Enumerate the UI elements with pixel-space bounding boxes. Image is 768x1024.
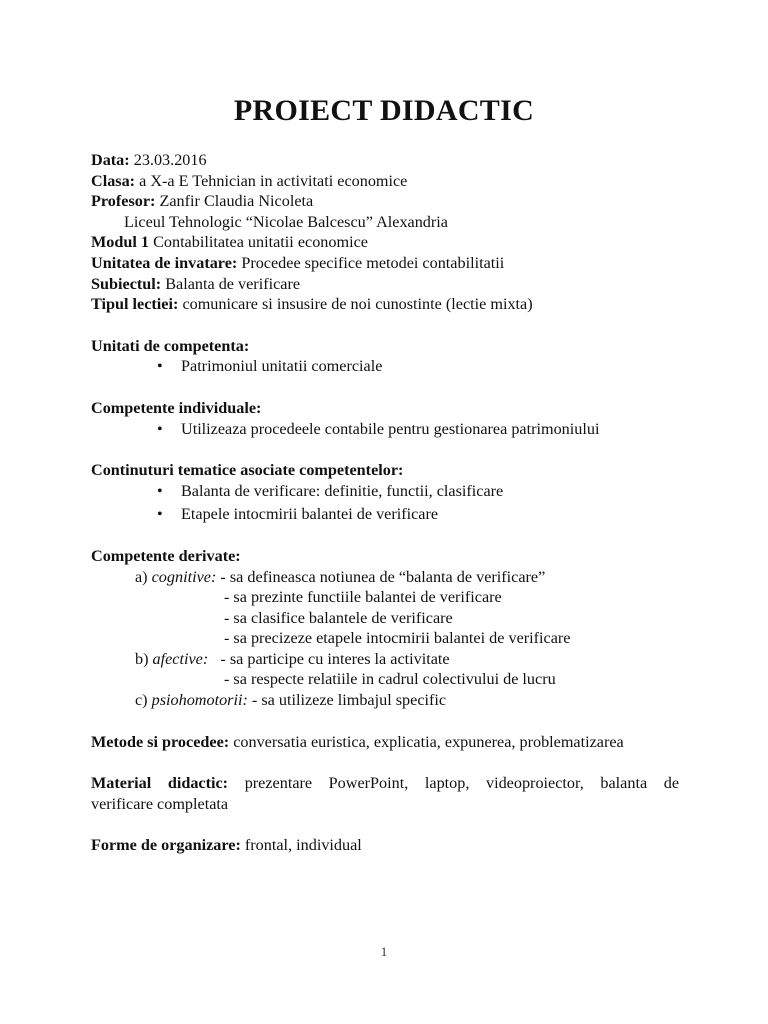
bullet-icon: • bbox=[157, 481, 163, 500]
section-heading-unitati: Unitati de competenta: bbox=[91, 336, 250, 355]
list-item-text: Utilizeaza procedeele contabile pentru gestionarea patrimoniului bbox=[181, 419, 600, 438]
field-data bbox=[91, 150, 679, 171]
field-profesor-label: Profesor: bbox=[91, 192, 156, 211]
field-liceu: Liceul Tehnologic “Nicolae Balcescu” Alexandria bbox=[124, 212, 448, 231]
derived-letter-a: a) bbox=[135, 567, 148, 586]
field-profesor bbox=[91, 191, 679, 212]
field-material-value-2: verificare completata bbox=[91, 794, 229, 813]
field-metode-label: Metode si procedee: bbox=[91, 732, 230, 751]
field-tipul bbox=[91, 294, 679, 315]
field-clasa-label: Clasa: bbox=[91, 171, 136, 190]
field-unitatea-label: Unitatea de invatare: bbox=[91, 253, 238, 272]
field-material-label: Material didactic: bbox=[91, 774, 229, 793]
derived-item-a-2: - sa clasifice balantele de verificare bbox=[224, 608, 453, 627]
derived-item-c-0: - sa utilizeze limbajul specific bbox=[251, 691, 447, 710]
list-item bbox=[91, 356, 679, 377]
field-tipul-label: Tipul lectiei: bbox=[91, 295, 179, 314]
bullet-icon: • bbox=[157, 419, 163, 438]
derived-letter-b: b) bbox=[135, 649, 149, 668]
page-title: PROIECT DIDACTIC bbox=[233, 94, 535, 127]
field-metode bbox=[91, 732, 679, 753]
field-subiectul bbox=[91, 274, 679, 295]
derived-type-b: afective: bbox=[152, 649, 209, 668]
field-modul-value: Contabilitatea unitatii economice bbox=[153, 233, 368, 252]
section-heading-competente-derivate: Competente derivate: bbox=[91, 546, 241, 565]
derived-item-b-0: - sa participe cu interes la activitate bbox=[220, 649, 450, 668]
list-item-text: Balanta de verificare: definitie, functii, clasificare bbox=[181, 481, 504, 500]
list-item bbox=[91, 481, 679, 502]
bullet-icon: • bbox=[157, 505, 163, 524]
list-item bbox=[91, 419, 679, 440]
derived-item-a-0: - sa defineasca notiunea de “balanta de verificare” bbox=[220, 567, 546, 586]
derived-group-b bbox=[91, 649, 679, 670]
field-modul bbox=[91, 232, 679, 253]
field-forme-label: Forme de organizare: bbox=[91, 836, 241, 855]
page-number: 1 bbox=[380, 944, 388, 959]
derived-item-a-1: - sa prezinte functiile balantei de verificare bbox=[224, 588, 502, 607]
derived-item-a-3: - sa precizeze etapele intocmirii balantei de verificare bbox=[224, 629, 571, 648]
field-profesor-value: Zanfir Claudia Nicoleta bbox=[159, 192, 314, 211]
section-heading-competente-individuale: Competente individuale: bbox=[91, 398, 262, 417]
field-modul-label: Modul 1 bbox=[91, 233, 150, 252]
derived-group-c bbox=[91, 690, 679, 711]
field-tipul-value: comunicare si insusire de noi cunostinte (lectie mixta) bbox=[182, 295, 533, 314]
field-data-label: Data: bbox=[91, 151, 130, 169]
field-data-value: 23.03.2016 bbox=[133, 151, 207, 169]
field-material bbox=[91, 773, 679, 794]
field-forme bbox=[91, 835, 679, 856]
bullet-icon: • bbox=[157, 357, 163, 376]
derived-type-a: cognitive: bbox=[151, 567, 217, 586]
field-metode-value: conversatia euristica, explicatia, expunerea, problematizarea bbox=[233, 732, 624, 751]
list-item-text: Patrimoniul unitatii comerciale bbox=[181, 357, 383, 376]
field-clasa bbox=[91, 171, 679, 192]
list-item-text: Etapele intocmirii balantei de verificare bbox=[181, 505, 439, 524]
field-forme-value: frontal, individual bbox=[244, 836, 362, 855]
field-subiectul-label: Subiectul: bbox=[91, 274, 162, 293]
section-heading-continuturi: Continuturi tematice asociate competentelor: bbox=[91, 461, 404, 480]
document-body bbox=[91, 150, 679, 856]
field-unitatea-value: Procedee specifice metodei contabilitatii bbox=[241, 253, 505, 272]
derived-item-b-1: - sa respecte relatiile in cadrul colectivului de lucru bbox=[224, 670, 556, 689]
derived-letter-c: c) bbox=[135, 691, 148, 710]
list-item bbox=[91, 504, 679, 525]
field-clasa-value: a X-a E Tehnician in activitati economice bbox=[139, 171, 408, 190]
derived-group-a bbox=[91, 567, 679, 588]
derived-type-c: psiohomotorii: bbox=[151, 691, 248, 710]
field-material-value-1: prezentare PowerPoint, laptop, videoproiector, balanta de bbox=[244, 774, 680, 793]
field-unitatea bbox=[91, 253, 679, 274]
field-subiectul-value: Balanta de verificare bbox=[165, 274, 301, 293]
